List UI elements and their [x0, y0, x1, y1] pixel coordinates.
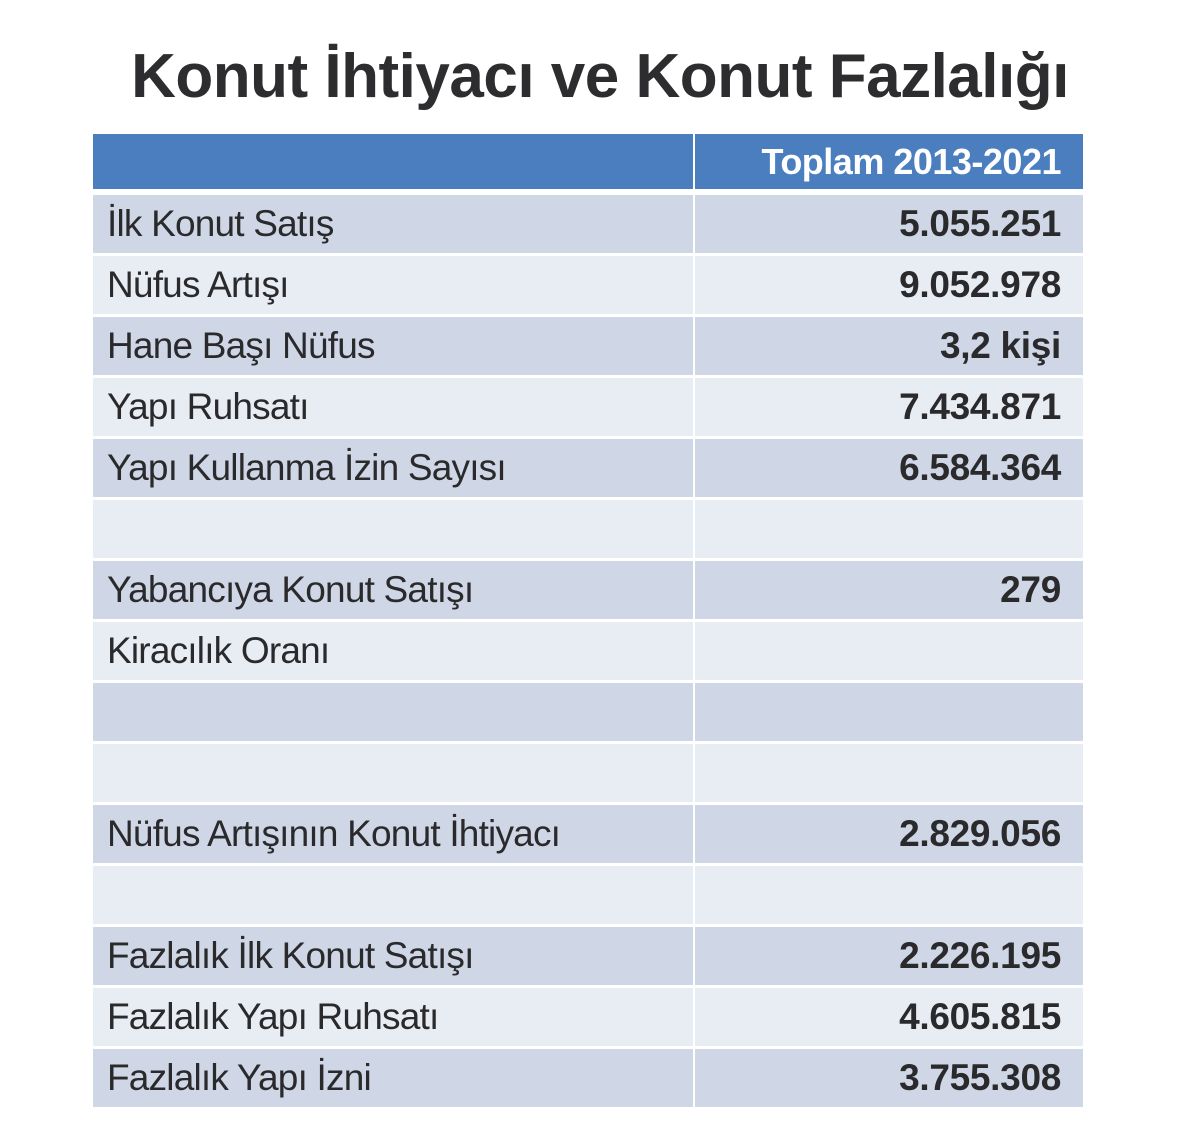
row-label: Yapı Kullanma İzin Sayısı	[93, 439, 693, 497]
row-value: 9.052.978	[695, 256, 1083, 314]
header-total-cell: Toplam 2013-2021	[695, 134, 1083, 189]
table-row	[93, 195, 1083, 253]
row-value: 4.605.815	[695, 988, 1083, 1046]
row-value: 6.584.364	[695, 439, 1083, 497]
row-value: 3,2 kişi	[695, 317, 1083, 375]
row-value: 3.755.308	[695, 1049, 1083, 1107]
table-row	[93, 988, 1083, 1046]
row-value: 279	[695, 561, 1083, 619]
row-label: Nüfus Artışı	[93, 256, 693, 314]
table-row	[93, 805, 1083, 863]
row-value	[695, 866, 1083, 924]
table-row	[93, 439, 1083, 497]
row-value: 2.226.195	[695, 927, 1083, 985]
table-row	[93, 622, 1083, 680]
row-value	[695, 683, 1083, 741]
table-row	[93, 1049, 1083, 1107]
row-label	[93, 500, 693, 558]
row-label: Fazlalık İlk Konut Satışı	[93, 927, 693, 985]
row-label: Kiracılık Oranı	[93, 622, 693, 680]
row-value	[695, 500, 1083, 558]
row-label: Yabancıya Konut Satışı	[93, 561, 693, 619]
table-row	[93, 744, 1083, 802]
page-title: Konut İhtiyacı ve Konut Fazlalığı	[131, 42, 1069, 111]
table-row	[93, 256, 1083, 314]
row-label: Fazlalık Yapı İzni	[93, 1049, 693, 1107]
row-value: 7.434.871	[695, 378, 1083, 436]
row-value: 5.055.251	[695, 195, 1083, 253]
row-label	[93, 866, 693, 924]
row-label	[93, 744, 693, 802]
row-value: 2.829.056	[695, 805, 1083, 863]
row-label: Yapı Ruhsatı	[93, 378, 693, 436]
table-body	[93, 195, 1083, 1107]
table-row	[93, 866, 1083, 924]
row-value	[695, 622, 1083, 680]
table-row	[93, 500, 1083, 558]
table-row	[93, 378, 1083, 436]
table-header-row	[93, 134, 1083, 189]
row-label: Fazlalık Yapı Ruhsatı	[93, 988, 693, 1046]
table-row	[93, 561, 1083, 619]
housing-table	[93, 134, 1083, 1110]
row-label: İlk Konut Satış	[93, 195, 693, 253]
row-value	[695, 744, 1083, 802]
table-row	[93, 927, 1083, 985]
row-label: Hane Başı Nüfus	[93, 317, 693, 375]
header-label-cell	[93, 134, 693, 189]
row-label	[93, 683, 693, 741]
table-row	[93, 683, 1083, 741]
table-row	[93, 317, 1083, 375]
row-label: Nüfus Artışının Konut İhtiyacı	[93, 805, 693, 863]
